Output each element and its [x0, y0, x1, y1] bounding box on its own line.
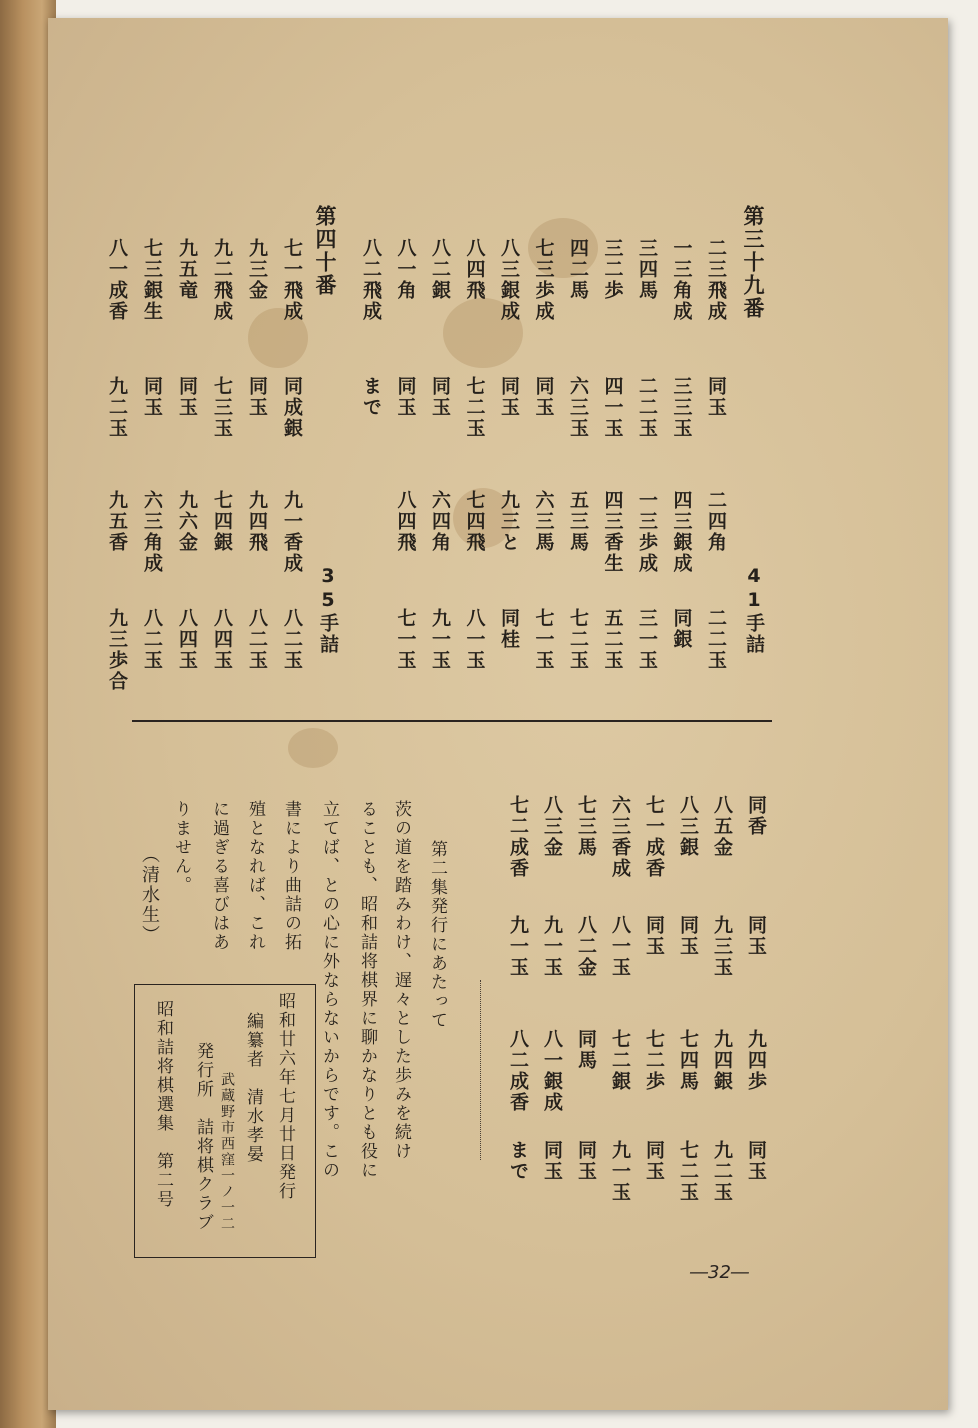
move-entry: 四一玉 — [601, 376, 624, 439]
move-entry: 九四歩 — [745, 1029, 767, 1092]
move-entry: 九一玉 — [507, 915, 529, 978]
move-entry: 七二玉 — [463, 376, 486, 439]
move-entry: まで — [360, 376, 382, 418]
move-entry: 八二飛成 — [360, 238, 382, 322]
move-entry: 三二歩 — [601, 238, 624, 301]
move-entry: 九五竜 — [176, 238, 198, 301]
move-entry: 三一玉 — [636, 608, 658, 671]
move-entry: 八一玉 — [609, 915, 631, 978]
move-entry: 一三角成 — [670, 238, 693, 322]
move-entry: 二二玉 — [636, 376, 658, 439]
move-entry: 同玉 — [176, 376, 198, 418]
move-entry: 同玉 — [246, 376, 268, 418]
colophon-address: 武蔵野市西窪一ノ一二 — [219, 1072, 235, 1232]
move-entry: 七三歩成 — [532, 238, 555, 322]
move-entry: 六三玉 — [567, 376, 589, 439]
move-entry: 同玉 — [643, 915, 665, 957]
move-entry: 七三馬 — [575, 795, 597, 858]
move-entry: 八三金 — [541, 795, 563, 858]
move-entry: 七四飛 — [463, 490, 486, 553]
move-entry: 九一玉 — [541, 915, 563, 978]
move-entry: 同玉 — [745, 1140, 767, 1182]
move-entry: 四三香生 — [601, 490, 624, 574]
move-entry: 二三飛成 — [705, 238, 727, 322]
move-entry: 六三馬 — [532, 490, 555, 553]
afterword-line: 立てば、との心に外ならないからです。この — [319, 800, 339, 1180]
move-entry: 九三歩合 — [106, 608, 128, 692]
move-entry: 九二飛成 — [211, 238, 233, 322]
move-entry: 八一角 — [394, 238, 417, 301]
move-entry: 八四玉 — [211, 608, 233, 671]
afterword-signature: （清水生） — [139, 845, 160, 945]
move-entry: 七二玉 — [677, 1140, 699, 1203]
move-entry: 八二玉 — [246, 608, 268, 671]
move-entry: 八二金 — [575, 915, 597, 978]
colophon-date: 昭和廿六年七月廿日発行 — [275, 992, 295, 1201]
move-entry: 八三銀成 — [498, 238, 520, 322]
afterword-line: 第二集発行にあたって — [427, 840, 447, 1030]
colophon-editor: 編纂者 清水孝晏 — [243, 1012, 263, 1164]
move-entry: 九四飛 — [246, 490, 268, 553]
move-entry: 八一銀成 — [541, 1029, 563, 1113]
move-entry: 九六金 — [176, 490, 198, 553]
afterword-line: 書により曲詰の拓 — [281, 800, 301, 952]
afterword-line: に過ぎる喜びはあ — [209, 800, 229, 952]
move-entry: 同玉 — [498, 376, 520, 418]
problem-39-moves-label: 41手詰 — [743, 565, 765, 655]
move-entry: 七三玉 — [211, 376, 233, 439]
move-entry: 同桂 — [498, 608, 520, 650]
move-entry: 七二成香 — [507, 795, 529, 879]
column-separator — [480, 980, 483, 1160]
section-divider — [132, 720, 772, 722]
move-entry: 同玉 — [705, 376, 727, 418]
move-entry: 六三香成 — [609, 795, 631, 879]
afterword-line: 殖となれば、これ — [245, 800, 265, 952]
move-entry: 八一成香 — [106, 238, 128, 322]
move-entry: 同香 — [745, 795, 767, 837]
move-entry: 七四馬 — [677, 1029, 699, 1092]
move-entry: 七一成香 — [643, 795, 665, 879]
move-entry: 九四銀 — [711, 1029, 733, 1092]
move-entry: 八二玉 — [281, 608, 303, 671]
move-entry: 九一香成 — [281, 490, 303, 574]
move-entry: 九一玉 — [429, 608, 451, 671]
afterword-line: ることも、昭和詰将棋界に聊かなりとも役に — [357, 800, 377, 1180]
move-entry: 同銀 — [670, 608, 693, 650]
move-entry: 同玉 — [575, 1140, 597, 1182]
move-entry: 同玉 — [429, 376, 451, 418]
move-entry: 五二玉 — [601, 608, 624, 671]
move-entry: 八四玉 — [176, 608, 198, 671]
move-entry: 同玉 — [532, 376, 555, 418]
move-entry: 四三銀成 — [670, 490, 693, 574]
move-entry: 七一飛成 — [281, 238, 303, 322]
afterword-line: 茨の道を踏みわけ、遅々とした歩みを続け — [391, 800, 411, 1161]
move-entry: 八二成香 — [507, 1029, 529, 1113]
move-entry: 同玉 — [141, 376, 163, 418]
move-entry: 同玉 — [541, 1140, 563, 1182]
move-entry: 六三角成 — [141, 490, 163, 574]
move-entry: 二四角 — [705, 490, 727, 553]
move-entry: 三四馬 — [636, 238, 658, 301]
move-entry: 七二玉 — [567, 608, 589, 671]
move-entry: 七一玉 — [532, 608, 555, 671]
move-entry: 九三金 — [246, 238, 268, 301]
move-entry: 七三銀生 — [141, 238, 163, 322]
move-entry: 四二馬 — [567, 238, 589, 301]
move-entry: 八二玉 — [141, 608, 163, 671]
move-entry: 同玉 — [677, 915, 699, 957]
move-entry: 三三玉 — [670, 376, 693, 439]
move-entry: 九三と — [498, 490, 520, 553]
move-entry: まで — [507, 1140, 529, 1182]
move-entry: 八五金 — [711, 795, 733, 858]
move-entry: 八一玉 — [463, 608, 486, 671]
move-entry: 七四銀 — [211, 490, 233, 553]
move-entry: 七二銀 — [609, 1029, 631, 1092]
move-entry: 同馬 — [575, 1029, 597, 1071]
move-entry: 八二銀 — [429, 238, 451, 301]
move-entry: 同成銀 — [281, 376, 303, 439]
move-entry: 九三玉 — [711, 915, 733, 978]
move-entry: 同玉 — [643, 1140, 665, 1182]
move-entry: 同玉 — [745, 915, 767, 957]
move-entry: 七二歩 — [643, 1029, 665, 1092]
move-entry: 九一玉 — [609, 1140, 631, 1203]
move-entry: 九二玉 — [106, 376, 128, 439]
move-entry: 九二玉 — [711, 1140, 733, 1203]
page-number: ―32― — [690, 1262, 749, 1283]
move-entry: 八四飛 — [394, 490, 417, 553]
move-entry: 六四角 — [429, 490, 451, 553]
afterword-line: りません。 — [171, 800, 191, 895]
colophon-publisher: 発行所 詰将棋クラブ — [193, 1042, 213, 1232]
move-entry: 二二玉 — [705, 608, 727, 671]
move-entry: 七一玉 — [394, 608, 417, 671]
move-entry: 八四飛 — [463, 238, 486, 301]
colophon-series: 昭和詰将棋選集 第二号 — [153, 1000, 173, 1209]
move-entry: 九五香 — [106, 490, 128, 553]
problem-40-title: 第四十番 — [313, 205, 337, 297]
problem-40-moves-label: 35手詰 — [317, 565, 339, 655]
move-entry: 同玉 — [394, 376, 417, 418]
move-entry: 一三歩成 — [636, 490, 658, 574]
problem-39-title: 第三十九番 — [741, 205, 765, 320]
move-entry: 五三馬 — [567, 490, 589, 553]
move-entry: 八三銀 — [677, 795, 699, 858]
